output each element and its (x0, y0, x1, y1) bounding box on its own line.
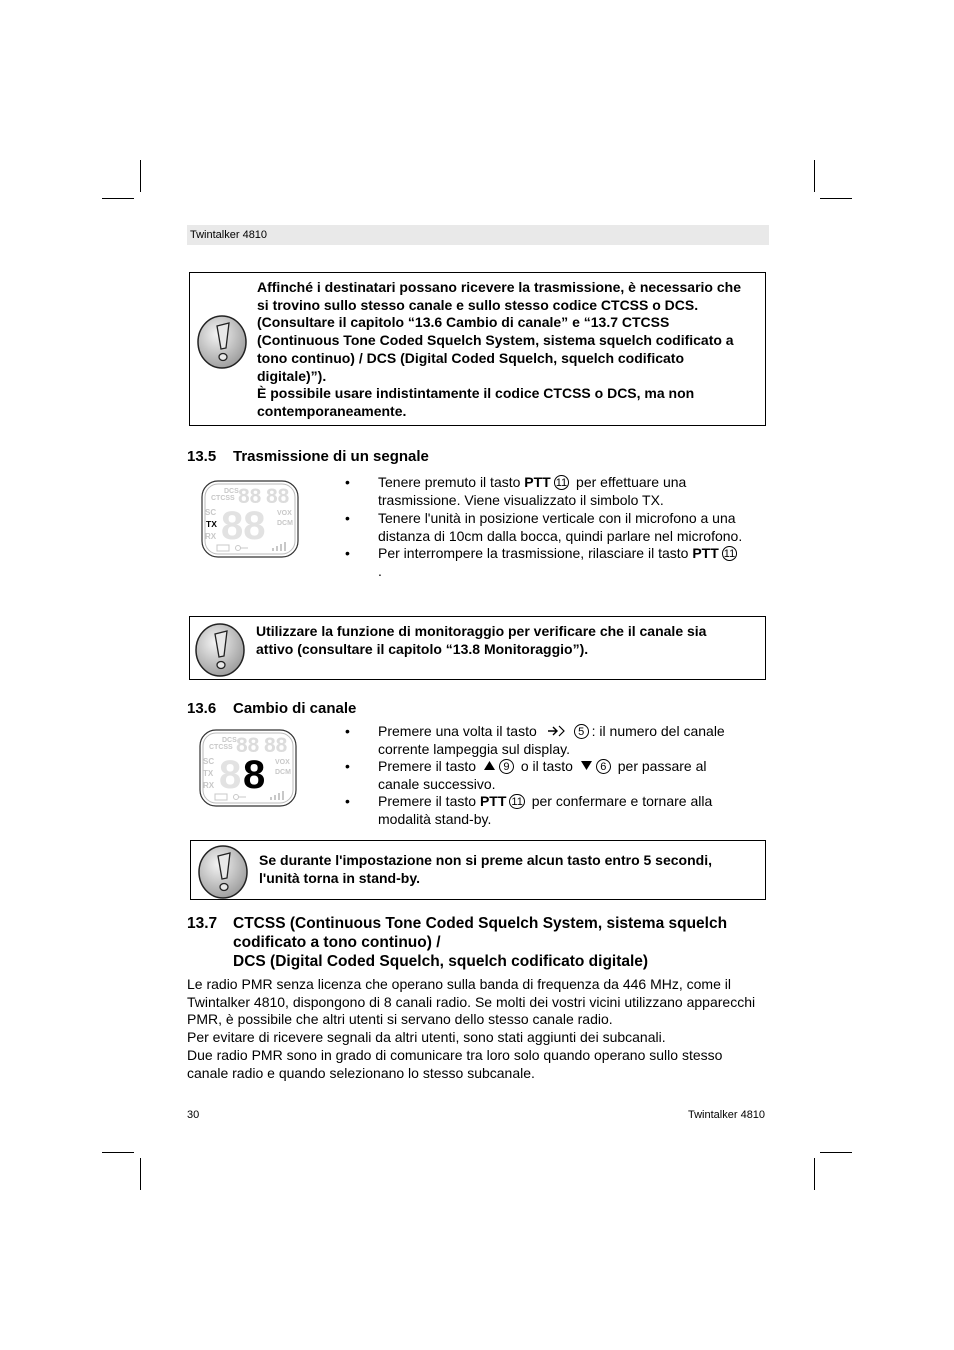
section-title: Cambio di canale (233, 700, 357, 717)
key-number-badge: 5 (574, 724, 589, 739)
crop-mark (140, 160, 141, 192)
bullet-text: canale successivo. (378, 775, 496, 792)
bullet-text: . (378, 562, 382, 579)
bullet-text: Premere il tasto (378, 793, 480, 809)
note-line: È possibile usare indistintamente il codice CTCSS o DCS, ma non (257, 385, 695, 402)
note-line: contemporaneamente. (257, 402, 407, 419)
bullet-symbol: • (345, 545, 350, 561)
note-1-text (257, 279, 762, 421)
crop-mark (140, 1158, 141, 1190)
lcd-dcm-label: DCM (275, 769, 291, 776)
bullet-text: Tenere premuto il tasto (378, 474, 525, 490)
lcd-channel-digit: 8 (243, 753, 266, 797)
paragraph-line: PMR, è possibile che altri utenti si servano dello stesso canale radio. (187, 1011, 613, 1028)
ptt-label: PTT (692, 545, 719, 561)
paragraph-line: Per evitare di ricevere segnali da altri utenti, sono stati aggiunti dei subcanali. (187, 1029, 666, 1046)
lcd-tx-label: TX (203, 769, 214, 778)
bullet-text: corrente lampeggia sul display. (378, 740, 570, 757)
body-paragraph (187, 976, 772, 1082)
bullet-symbol: • (345, 723, 350, 739)
paragraph-line: Twintalker 4810, dispongono di 8 canali radio. Se molti dei vostri vicini utilizzano apparecchi (187, 993, 756, 1010)
lcd-ctcss-label: CTCSS (209, 744, 233, 751)
bullet-symbol: • (345, 758, 350, 774)
lcd-sc-label: SC (203, 757, 215, 766)
bullet-text: Per interrompere la trasmissione, rilasciare il tasto (378, 545, 693, 561)
section-heading-13-6 (187, 700, 356, 717)
section-number: 13.6 (187, 700, 217, 717)
crop-mark (820, 198, 852, 199)
crop-mark (814, 1158, 815, 1190)
note-line: l'unità torna in stand-by. (259, 869, 420, 886)
bullet-text: Premere il tasto (378, 758, 477, 774)
note-line: Affinché i destinatari possano ricevere la trasmissione, è necessario che (257, 279, 741, 295)
down-arrow-icon (580, 760, 593, 771)
note-2-text (256, 623, 761, 658)
key-number-badge: 6 (596, 759, 611, 774)
bullet-text: per effettuare una (572, 474, 687, 490)
section-number: 13.5 (187, 448, 217, 465)
bullet-text: modalità stand-by. (378, 810, 492, 827)
note-box-1 (189, 272, 766, 426)
bullet-symbol: • (345, 510, 350, 526)
lcd-rx-label: RX (203, 781, 215, 790)
lcd-sc-label: SC (205, 508, 217, 517)
ptt-label: PTT (479, 793, 507, 809)
bullet-text: : il numero del canale (591, 723, 725, 739)
key-number-badge: 11 (555, 477, 568, 489)
note-line: attivo (consultare il capitolo “13.8 Monitoraggio”). (256, 640, 589, 657)
section-title-line: DCS (Digital Coded Squelch, squelch codificato digitale) (233, 953, 649, 970)
section-title: Trasmissione di un segnale (233, 448, 429, 465)
note-line: tono continuo) / DCS (Digital Coded Squelch, squelch codificato (257, 349, 684, 366)
bullet-text: Premere una volta il tasto (378, 723, 537, 739)
note-line: si trovino sullo stesso canale e sullo stesso codice CTCSS o DCS. (257, 296, 699, 313)
bullet-text: per confermare e tornare alla (527, 793, 713, 809)
key-number-badge: 11 (511, 796, 523, 808)
lcd-display-tx (200, 479, 300, 559)
crop-mark (814, 160, 815, 192)
menu-key-icon (547, 724, 567, 738)
note-box-2 (189, 616, 766, 680)
header-title: Twintalker 4810 (190, 229, 268, 241)
note-line: (Continuous Tone Coded Squelch System, sistema squelch codificato a (257, 332, 734, 349)
crop-mark (102, 198, 134, 199)
section-title-line: codificato a tono continuo) / (233, 934, 441, 951)
section-heading-13-5 (187, 448, 429, 465)
up-arrow-icon (483, 760, 496, 771)
lcd-dcs-label: DCS (222, 737, 237, 744)
lcd-channel-digits: 88 (221, 504, 266, 548)
note-3-text (259, 852, 759, 887)
lcd-vox-label: VOX (275, 759, 290, 766)
bullet-symbol: • (345, 793, 350, 809)
lcd-ctcss-label: CTCSS (211, 495, 235, 502)
lcd-small-digits: 88 (264, 734, 288, 757)
lcd-tx-label: TX (206, 519, 217, 529)
section-number: 13.7 (187, 915, 218, 932)
lcd-small-digits: 88 (236, 734, 260, 757)
note-line: (Consultare il capitolo “13.6 Cambio di canale” e “13.7 CTCSS (257, 314, 670, 331)
running-header (187, 225, 769, 245)
exclamation-icon (194, 622, 246, 678)
note-line: Utilizzare la funzione di monitoraggio per verificare che il canale sia (256, 623, 707, 639)
bullet-text: Tenere l'unità in posizione verticale con il microfono a una (378, 510, 736, 526)
exclamation-icon (196, 314, 248, 370)
key-number-badge: 11 (723, 548, 736, 560)
key-number-badge: 9 (499, 759, 514, 774)
note-box-3 (190, 840, 766, 900)
bullet-text: o il tasto (520, 758, 573, 774)
note-line: digitale)”). (257, 367, 327, 384)
bullet-symbol: • (345, 474, 350, 490)
paragraph-line: canale radio e quando selezionano lo stesso subcanale. (187, 1064, 535, 1081)
lcd-display-channel (198, 728, 298, 808)
page-number: 30 (187, 1109, 200, 1121)
paragraph-line: Due radio PMR sono in grado di comunicare tra loro solo quando operano sullo stesso (187, 1046, 723, 1063)
lcd-tens-digit: 8 (219, 753, 242, 797)
section-title-line: CTCSS (Continuous Tone Coded Squelch System, sistema squelch (233, 915, 728, 932)
lcd-vox-label: VOX (277, 510, 292, 517)
lcd-dcm-label: DCM (277, 520, 293, 527)
crop-mark (102, 1152, 134, 1153)
bullet-text: distanza di 10cm dalla bocca, quindi parlare nel microfono. (378, 527, 743, 544)
bullet-text: trasmissione. Viene visualizzato il simbolo TX. (378, 491, 664, 508)
lcd-small-digits: 88 (238, 485, 262, 508)
lcd-rx-label: RX (205, 532, 217, 541)
exclamation-icon (197, 844, 249, 900)
note-line: Se durante l'impostazione non si preme alcun tasto entro 5 secondi, (259, 852, 712, 868)
bullet-text: per passare al (617, 758, 707, 774)
paragraph-line: Le radio PMR senza licenza che operano sulla banda di frequenza da 446 MHz, come il (187, 976, 731, 992)
crop-mark (820, 1152, 852, 1153)
lcd-small-digits: 88 (266, 485, 290, 508)
ptt-label: PTT (524, 474, 551, 490)
footer-model: Twintalker 4810 (688, 1109, 766, 1121)
lcd-dcs-label: DCS (224, 488, 239, 495)
